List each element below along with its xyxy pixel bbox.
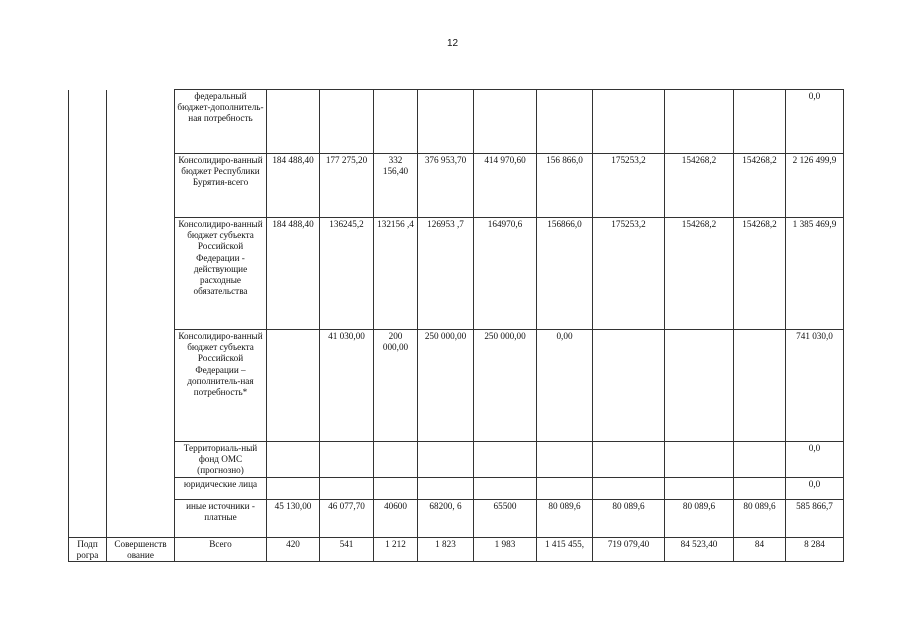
value-cell: 154268,2: [665, 154, 734, 218]
value-cell: [320, 477, 374, 499]
value-cell: [593, 442, 665, 478]
value-cell: 68200, 6: [418, 499, 474, 537]
value-cell: [374, 90, 418, 154]
value-cell: 0,0: [786, 477, 844, 499]
value-cell: [734, 330, 786, 442]
table-row: [69, 218, 844, 330]
value-cell: [267, 442, 320, 478]
value-cell: [267, 90, 320, 154]
value-cell: 1 823: [418, 537, 474, 561]
value-cell: [267, 477, 320, 499]
value-cell: 80 089,6: [593, 499, 665, 537]
value-cell: 1 385 469,9: [786, 218, 844, 330]
value-cell: 80 089,6: [734, 499, 786, 537]
value-cell: 154268,2: [665, 218, 734, 330]
table-row: [69, 154, 844, 218]
value-cell: [734, 442, 786, 478]
value-cell: 741 030,0: [786, 330, 844, 442]
value-cell: 8 284: [786, 537, 844, 561]
funding-source-label: Консолидиро-ванный бюджет субъекта Российской Федерации – дополнитель-ная потребность*: [175, 330, 267, 442]
value-cell: 154268,2: [734, 154, 786, 218]
value-cell: 65500: [474, 499, 537, 537]
value-cell: 40600: [374, 499, 418, 537]
program-cell: [69, 90, 107, 538]
budget-table: [68, 89, 844, 562]
value-cell: [320, 90, 374, 154]
value-cell: 0,00: [537, 330, 593, 442]
subprogram-name-cell: Совершенств ование: [107, 537, 175, 561]
value-cell: 332 156,40: [374, 154, 418, 218]
value-cell: 585 866,7: [786, 499, 844, 537]
value-cell: 250 000,00: [474, 330, 537, 442]
page-number: 12: [446, 38, 459, 49]
value-cell: [267, 330, 320, 442]
value-cell: 719 079,40: [593, 537, 665, 561]
value-cell: [593, 330, 665, 442]
value-cell: [537, 442, 593, 478]
value-cell: 84: [734, 537, 786, 561]
value-cell: [320, 442, 374, 478]
value-cell: [474, 477, 537, 499]
funding-source-label: Консолидиро-ванный бюджет субъекта Российской Федерации - действующие расходные обязательства: [175, 218, 267, 330]
subprogram-cell: [107, 90, 175, 538]
value-cell: 45 130,00: [267, 499, 320, 537]
funding-source-label: федеральный бюджет-дополнитель-ная потребность: [175, 90, 267, 154]
value-cell: 2 126 499,9: [786, 154, 844, 218]
value-cell: 132156 ,4: [374, 218, 418, 330]
value-cell: 177 275,20: [320, 154, 374, 218]
funding-source-label: Территориаль-ный фонд ОМС (прогнозно): [175, 442, 267, 478]
value-cell: 80 089,6: [665, 499, 734, 537]
value-cell: 420: [267, 537, 320, 561]
value-cell: [418, 442, 474, 478]
value-cell: 80 089,6: [537, 499, 593, 537]
value-cell: 1 983: [474, 537, 537, 561]
value-cell: 414 970,60: [474, 154, 537, 218]
value-cell: [734, 90, 786, 154]
program-name-cell: Подп рогра: [69, 537, 107, 561]
value-cell: 250 000,00: [418, 330, 474, 442]
value-cell: [734, 477, 786, 499]
table-row: [69, 330, 844, 442]
value-cell: 1 212: [374, 537, 418, 561]
value-cell: 184 488,40: [267, 218, 320, 330]
value-cell: 154268,2: [734, 218, 786, 330]
value-cell: 0,0: [786, 90, 844, 154]
value-cell: [537, 90, 593, 154]
value-cell: 184 488,40: [267, 154, 320, 218]
value-cell: 46 077,70: [320, 499, 374, 537]
value-cell: 376 953,70: [418, 154, 474, 218]
value-cell: 84 523,40: [665, 537, 734, 561]
value-cell: [474, 442, 537, 478]
value-cell: [665, 477, 734, 499]
value-cell: 175253,2: [593, 218, 665, 330]
value-cell: [665, 442, 734, 478]
value-cell: 126953 ,7: [418, 218, 474, 330]
value-cell: 175253,2: [593, 154, 665, 218]
value-cell: 164970,6: [474, 218, 537, 330]
value-cell: [593, 477, 665, 499]
value-cell: 136245,2: [320, 218, 374, 330]
value-cell: 156866,0: [537, 218, 593, 330]
table-row: [69, 477, 844, 499]
value-cell: [418, 477, 474, 499]
value-cell: 541: [320, 537, 374, 561]
funding-source-label: иные источники - платные: [175, 499, 267, 537]
value-cell: [593, 90, 665, 154]
value-cell: [474, 90, 537, 154]
value-cell: [665, 90, 734, 154]
value-cell: 41 030,00: [320, 330, 374, 442]
value-cell: [374, 477, 418, 499]
funding-source-label: Всего: [175, 537, 267, 561]
value-cell: 1 415 455,: [537, 537, 593, 561]
value-cell: 156 866,0: [537, 154, 593, 218]
value-cell: [665, 330, 734, 442]
value-cell: [418, 90, 474, 154]
funding-source-label: юридические лица: [175, 477, 267, 499]
table-row: [69, 499, 844, 537]
funding-source-label: Консолидиро-ванный бюджет Республики Бурятия-всего: [175, 154, 267, 218]
value-cell: 0,0: [786, 442, 844, 478]
value-cell: [374, 442, 418, 478]
table-row: [69, 90, 844, 154]
value-cell: [537, 477, 593, 499]
table-row-total: [69, 537, 844, 561]
value-cell: 200 000,00: [374, 330, 418, 442]
table-row: [69, 442, 844, 478]
